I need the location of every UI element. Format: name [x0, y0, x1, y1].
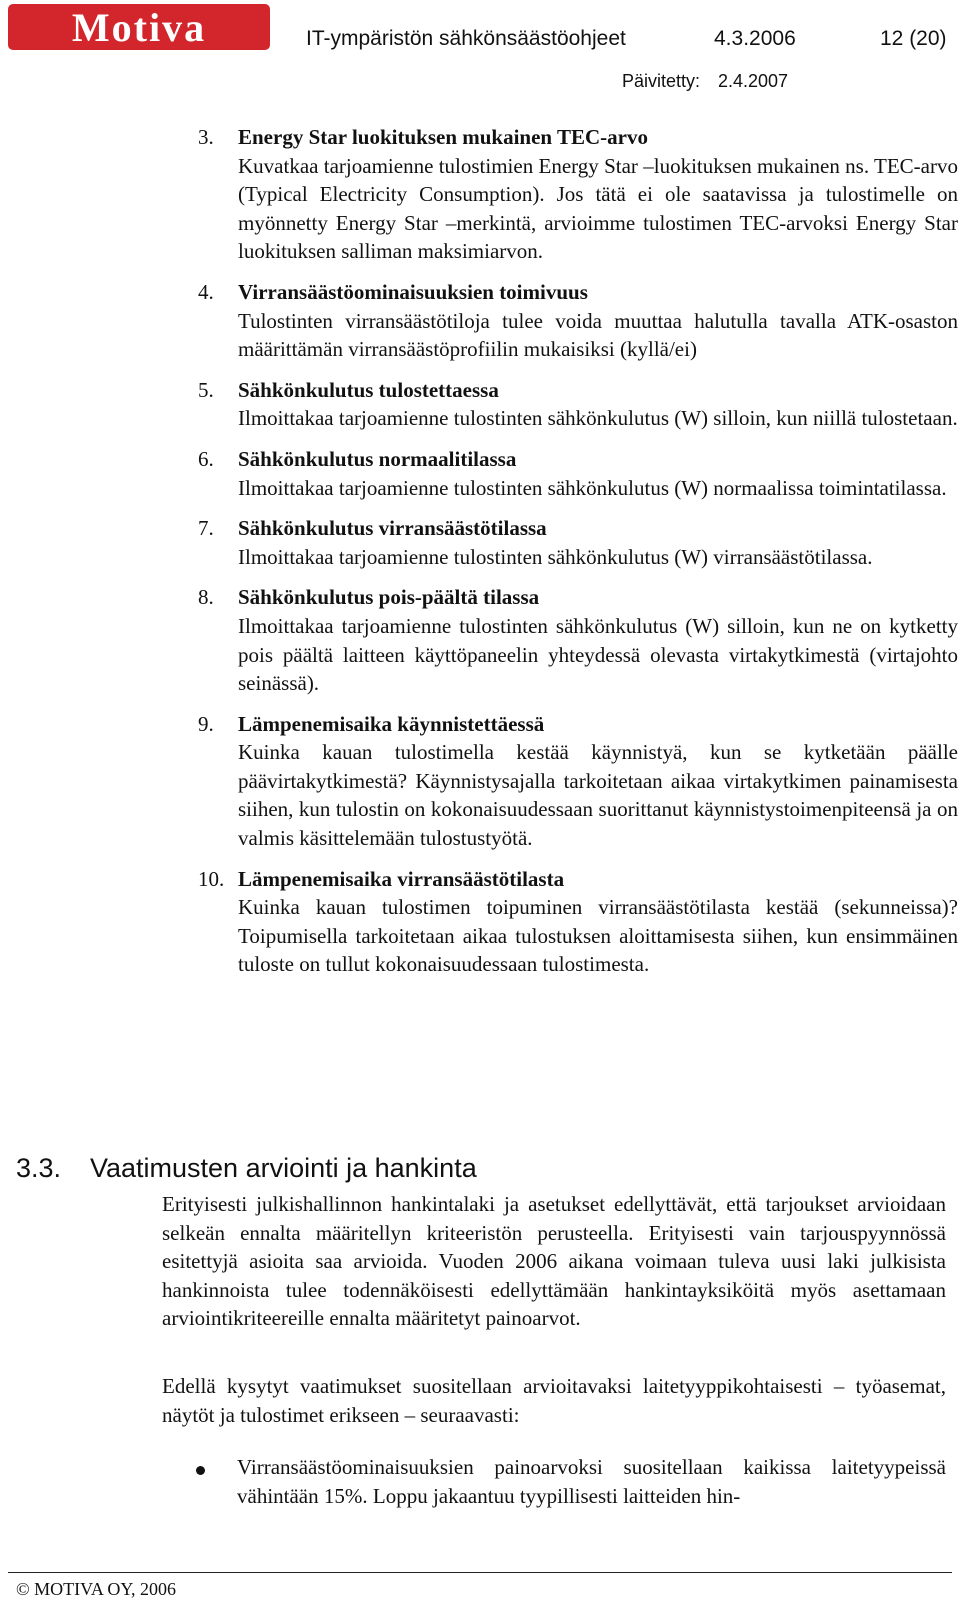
- list-item: [198, 123, 958, 266]
- list-item: [198, 278, 958, 364]
- updated-date: 2.4.2007: [718, 71, 789, 91]
- list-item-body: Kuinka kauan tulostimella kestää käynnistyä, kun se kytketään päälle päävirtakytkimestä? Käynnistysajalla tarkoitetaan aikaa virtakytkimen painamisesta siihen, kun tulostin on kokonaisuudessaan suorittanut käynnistystoimenpiteensä ja on valmis käsittelemään tulostustyötä.: [238, 740, 958, 851]
- footer-divider: [8, 1572, 952, 1573]
- page-number: 12 (20): [880, 27, 947, 50]
- list-item-body: Kuinka kauan tulostimen toipuminen virransäästötilasta kestää (sekunneissa)? Toipumisella tarkoitetaan aikaa tulostuksen aloittamisesta siihen, kun ensimmäinen tuloste on tullut kokonaisuudessaan tulostimesta.: [238, 895, 958, 977]
- list-item-title: Sähkönkulutus pois-päältä tilassa: [238, 585, 540, 610]
- list-item-body: Tulostinten virransäästötiloja tulee voida muuttaa halutulla tavalla ATK-osaston määrittämän virransäästöprofiilin mukaisiksi (kyllä/ei): [238, 308, 958, 362]
- list-item-title: Sähkönkulutus virransäästötilassa: [238, 516, 547, 541]
- section-paragraph: Edellä kysytyt vaatimukset suositellaan arvioitavaksi laitetyyppikohtaisesti – työasemat, näytöt ja tulostimet erikseen – seuraavasti:: [162, 1374, 946, 1427]
- updated-label: Päivitetty:: [622, 71, 701, 91]
- list-item: [198, 865, 958, 979]
- list-item-body: Ilmoittakaa tarjoamienne tulostinten sähkönkulutus (W) silloin, kun niillä tulostetaan.: [238, 406, 958, 431]
- list-item-body: Ilmoittakaa tarjoamienne tulostinten sähkönkulutus (W) silloin, kun ne on kytketty pois päältä laitteen käyttöpaneelin yhteydessä olevasta virtakytkimestä (virtajohto seinässä).: [238, 613, 958, 696]
- list-item-number: 5.: [198, 377, 214, 402]
- document-title: IT-ympäristön sähkönsäästöohjeet: [306, 27, 626, 50]
- list-item-number: 6.: [198, 446, 214, 471]
- list-item-title: Sähkönkulutus normaalitilassa: [238, 446, 517, 471]
- list-item: [198, 445, 958, 502]
- bullet-text: Virransäästöominaisuuksien painoarvoksi suositellaan kaikissa laitetyypeissä vähintään 15%. Loppu jakaantuu tyypillisesti laitteiden hin-: [237, 1455, 946, 1508]
- list-item-title: Virransäästöominaisuuksien toimivuus: [238, 279, 588, 304]
- section-title: Vaatimusten arviointi ja hankinta: [90, 1153, 477, 1183]
- list-item-body: Ilmoittakaa tarjoamienne tulostinten sähkönkulutus (W) normaalissa toimintatilassa.: [238, 475, 947, 500]
- list-item-title: Lämpenemisaika käynnistettäessä: [238, 711, 545, 736]
- list-item-title: Energy Star luokituksen mukainen TEC-arvo: [238, 125, 648, 149]
- list-item-number: 4.: [198, 279, 214, 304]
- document-date: 4.3.2006: [714, 27, 796, 50]
- list-item: [198, 583, 958, 697]
- section-number: 3.3.: [16, 1153, 62, 1183]
- list-item: [198, 376, 958, 433]
- list-item-title: Lämpenemisaika virransäästötilasta: [238, 866, 565, 891]
- list-item-number: 3.: [198, 125, 214, 149]
- bullet-icon: [196, 1466, 205, 1475]
- motiva-logo: [8, 4, 270, 50]
- list-item-title: Sähkönkulutus tulostettaessa: [238, 377, 499, 402]
- criteria-list: [198, 123, 958, 991]
- list-item-number: 7.: [198, 516, 214, 541]
- bullet-item: [162, 1453, 946, 1510]
- logo-text: Motiva: [71, 5, 207, 50]
- list-item-body: Kuvatkaa tarjoamienne tulostimien Energy Star –luokituksen mukainen ns. TEC-arvo (Typical Electricity Consumption). Jos tätä ei ole saatavissa ja tulostimelle on myönnetty Energy Star –merkintä, arvioimme tulostimen TEC-arvoksi Energy Star luokituksen salliman maksimiarvon.: [238, 153, 958, 264]
- list-item: [198, 514, 958, 571]
- section-paragraph: Erityisesti julkishallinnon hankintalaki ja asetukset edellyttävät, että tarjoukset arvioidaan selkeän ennalta määritellyn kriteeristön perusteella. Erityisesti vain tarjouspyynnössä esitettyjä asioita saa arvioida. Vuoden 2006 aikana voimaan tuleva uusi laki julkisista hankinnoista tulee todennäköisesti edellyttämään hankintayksiköitä myös asettamaan arviointikriteereille ennalta määritetyt painoarvot.: [162, 1192, 946, 1331]
- list-item-number: 9.: [198, 711, 214, 736]
- list-item-number: 10.: [198, 866, 225, 891]
- footer-copyright: © MOTIVA OY, 2006: [16, 1579, 177, 1599]
- list-item-number: 8.: [198, 585, 214, 610]
- list-item: [198, 710, 958, 853]
- list-item-body: Ilmoittakaa tarjoamienne tulostinten sähkönkulutus (W) virransäästötilassa.: [238, 544, 873, 569]
